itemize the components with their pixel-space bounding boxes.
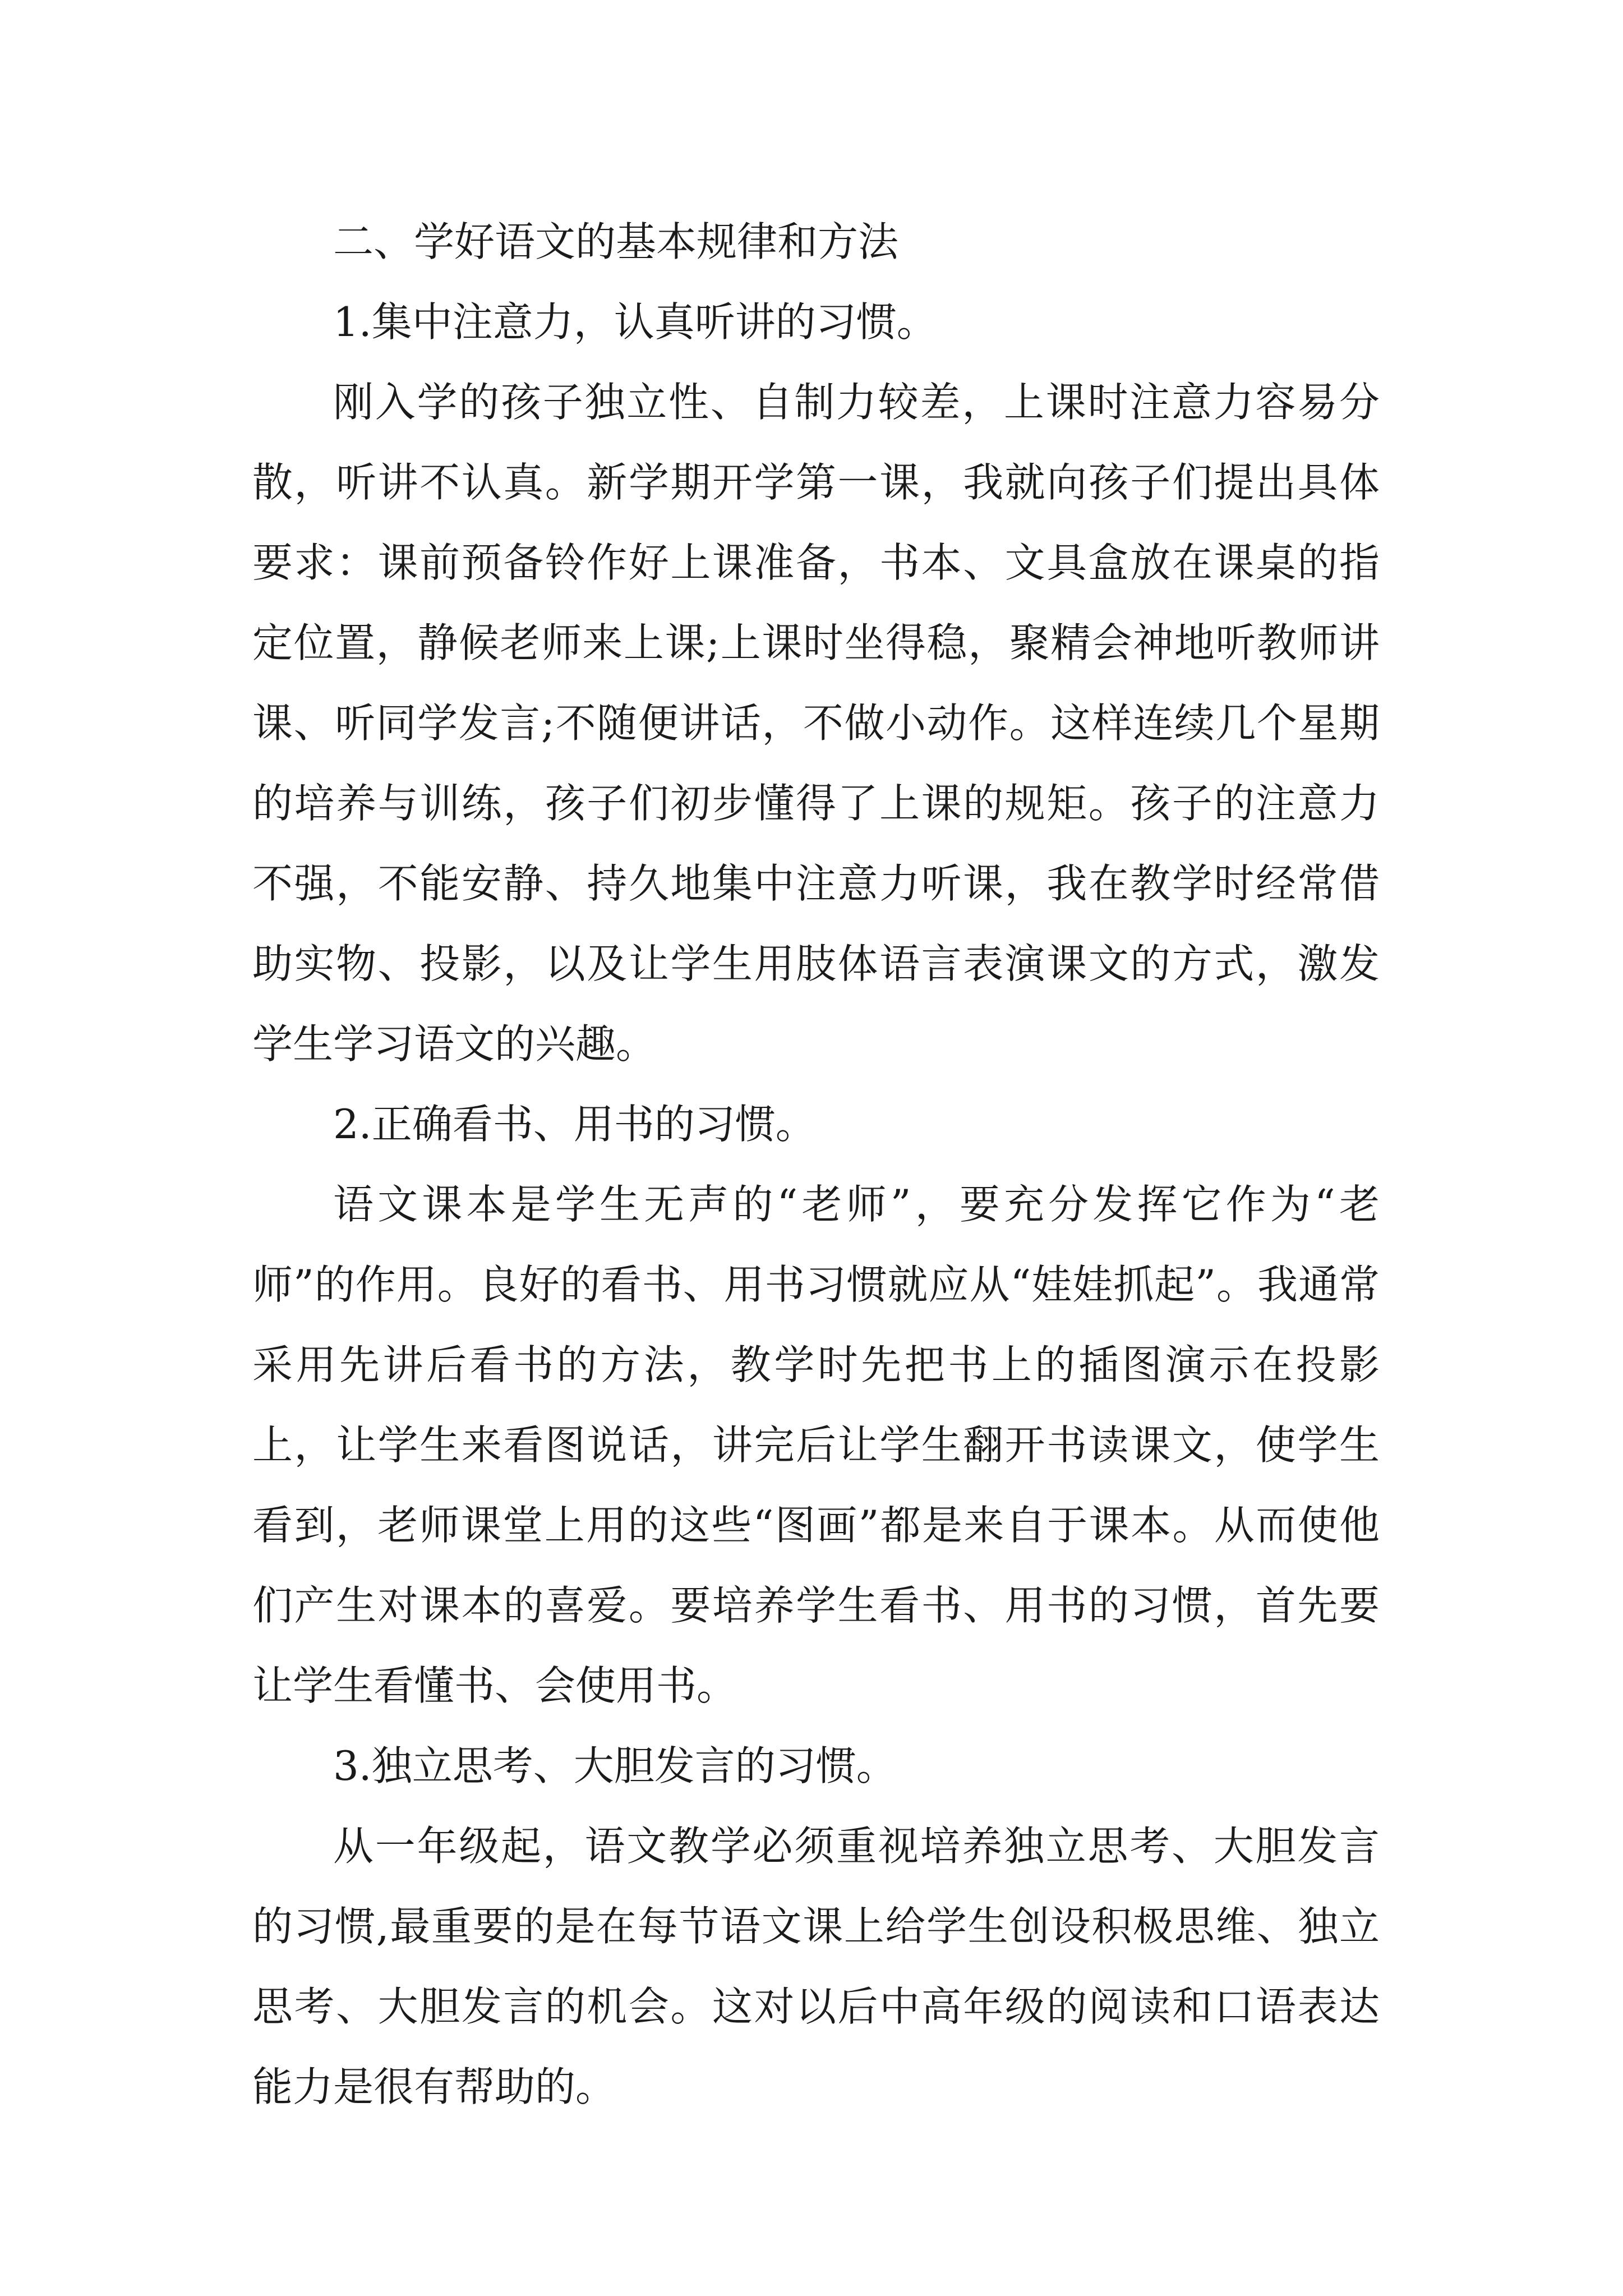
subheading-3: 3.独立思考、大胆发言的习惯。 [333,1742,897,1789]
document-body [252,202,1380,2127]
body-paragraph-2: 语文课本是学生无声的“老师”，要充分发挥它作为“老师”的作用。良好的看书、用书习惯就应从“娃娃抓起”。我通常采用先讲后看书的方法，教学时先把书上的插图演示在投影上，让学生来看图说话，讲完后让学生翻开书读课文，使学生看到，老师课堂上用的这些“图画”都是来自于课本。从而使他们产生对课本的喜爱。要培养学生看书、用书的习惯，首先要让学生看懂书、会使用书。 [252,1181,1380,1709]
body-paragraph-1: 刚入学的孩子独立性、自制力较差，上课时注意力容易分散，听讲不认真。新学期开学第一课，我就向孩子们提出具体要求：课前预备铃作好上课准备，书本、文具盒放在课桌的指定位置，静候老师来上课;上课时坐得稳，聚精会神地听教师讲课、听同学发言;不随便讲话，不做小动作。这样连续几个星期的培养与训练，孩子们初步懂得了上课的规矩。孩子的注意力不强，不能安静、持久地集中注意力听课，我在教学时经常借助实物、投影，以及让学生用肢体语言表演课文的方式，激发学生学习语文的兴趣。 [252,379,1380,1068]
subheading-1: 1.集中注意力，认真听讲的习惯。 [333,298,937,346]
section-heading: 二、学好语文的基本规律和方法 [333,218,899,265]
body-paragraph-3: 从一年级起，语文教学必须重视培养独立思考、大胆发言的习惯,最重要的是在每节语文课上给学生创设积极思维、独立思考、大胆发言的机会。这对以后中高年级的阅读和口语表达能力是很有帮助的。 [252,1823,1380,2110]
subheading-2: 2.正确看书、用书的习惯。 [333,1101,816,1148]
